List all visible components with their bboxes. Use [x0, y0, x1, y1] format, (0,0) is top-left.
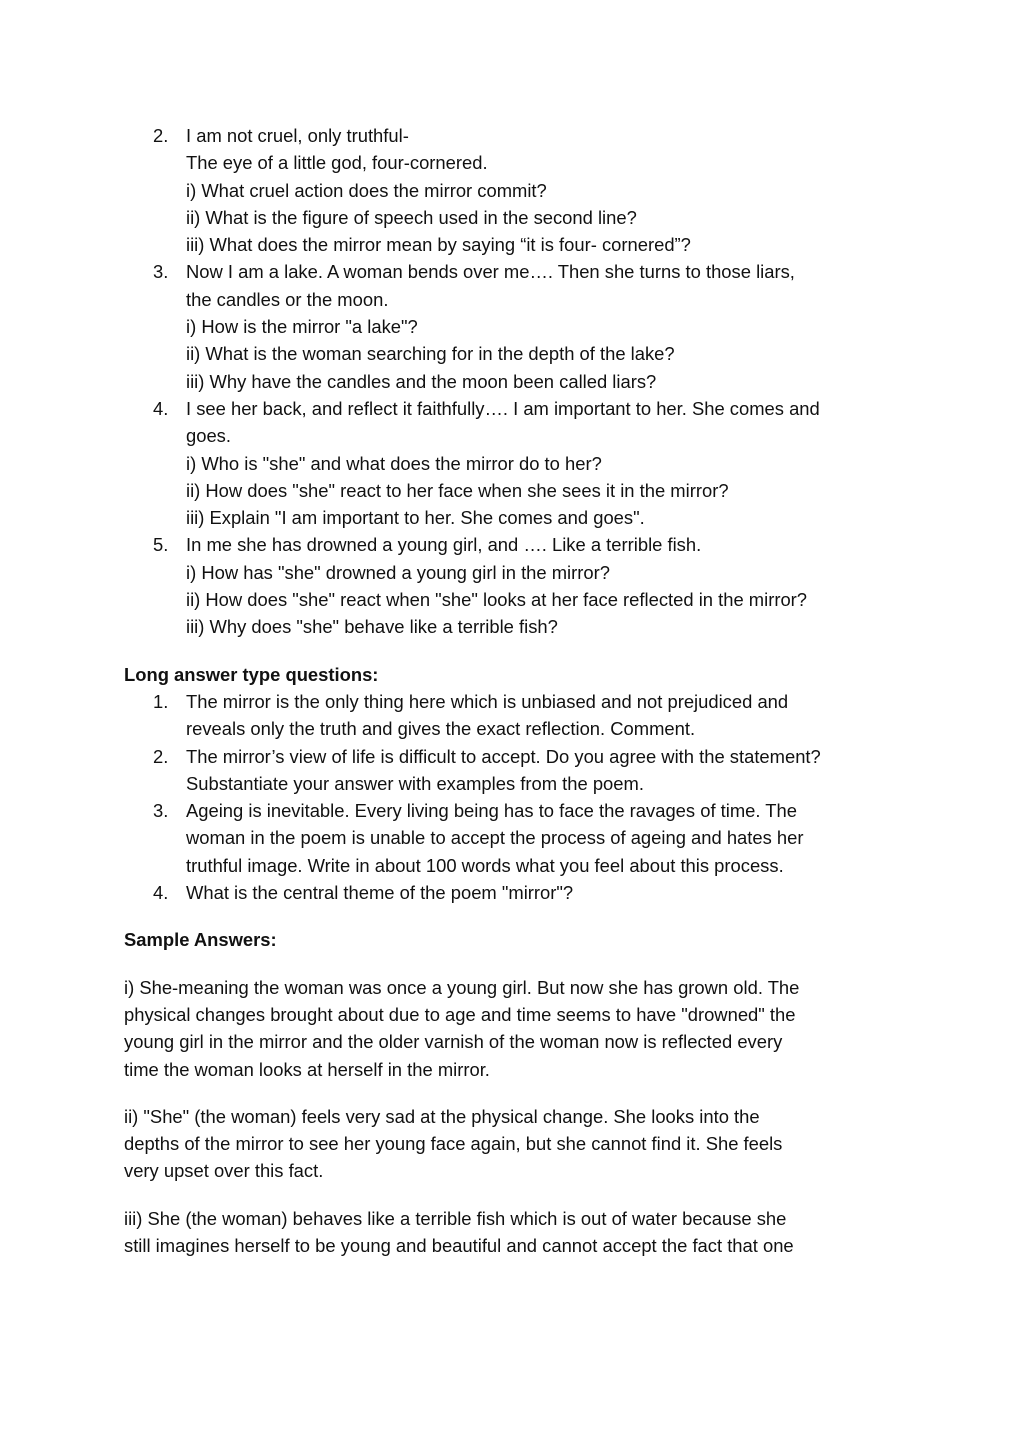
- question-line: I am not cruel, only truthful-: [186, 125, 409, 146]
- question-line: iii) Why have the candles and the moon been called liars?: [186, 370, 657, 392]
- question-line: i) How has "she" drowned a young girl in the mirror?: [186, 561, 610, 583]
- answer-paragraph: [124, 974, 914, 1083]
- question-number: 1.: [153, 690, 169, 712]
- question-line: i) Who is "she" and what does the mirror do to her?: [186, 452, 602, 474]
- question-line: Ageing is inevitable. Every living being has to face the ravages of time. The: [186, 800, 797, 822]
- long-question-list: [124, 688, 914, 906]
- answer-line: very upset over this fact.: [124, 1160, 324, 1182]
- list-item: [124, 395, 914, 531]
- question-line: I see her back, and reflect it faithfully…. I am important to her. She comes and: [186, 397, 820, 419]
- answer-line: young girl in the mirror and the older varnish of the woman now is reflected every: [124, 1031, 783, 1053]
- question-line: Substantiate your answer with examples from the poem.: [186, 772, 644, 794]
- answer-line: i) She-meaning the woman was once a young girl. But now she has grown old. The: [124, 976, 800, 998]
- question-line: iii) What does the mirror mean by saying “it is four- cornered”?: [186, 234, 691, 256]
- question-line: The mirror’s view of life is difficult to accept. Do you agree with the statement?: [186, 745, 821, 767]
- question-line: The mirror is the only thing here which is unbiased and not prejudiced and: [186, 690, 789, 712]
- question-number: 4.: [153, 882, 169, 904]
- question-line: In me she has drowned a young girl, and …. Like a terrible fish.: [186, 534, 702, 556]
- list-item: [124, 531, 914, 640]
- question-line: goes.: [186, 425, 231, 447]
- question-line: ii) How does "she" react to her face when she sees it in the mirror?: [186, 479, 729, 501]
- question-number: 2.: [153, 125, 169, 146]
- question-line: truthful image. Write in about 100 words what you feel about this process.: [186, 854, 784, 876]
- question-line: ii) What is the figure of speech used in the second line?: [186, 206, 637, 228]
- answer-line: depths of the mirror to see her young face again, but she cannot find it. She feels: [124, 1133, 783, 1155]
- long-answer-heading: Long answer type questions:: [124, 663, 379, 685]
- sample-answers: [124, 974, 914, 1260]
- answer-paragraph: [124, 1103, 914, 1185]
- question-number: 3.: [153, 800, 169, 822]
- list-item: [124, 743, 914, 798]
- question-number: 4.: [153, 397, 169, 419]
- list-item: [124, 258, 914, 394]
- question-line: woman in the poem is unable to accept the process of ageing and hates her: [186, 827, 804, 849]
- sample-answers-heading: Sample Answers:: [124, 929, 277, 951]
- question-line: What is the central theme of the poem "mirror"?: [186, 882, 574, 904]
- answer-line: time the woman looks at herself in the mirror.: [124, 1058, 490, 1080]
- document-page: [124, 122, 914, 1259]
- answer-line: still imagines herself to be young and beautiful and cannot accept the fact that one: [124, 1234, 794, 1256]
- answer-line: ii) "She" (the woman) feels very sad at the physical change. She looks into the: [124, 1105, 760, 1127]
- question-number: 2.: [153, 745, 169, 767]
- list-item: [124, 879, 914, 906]
- answer-paragraph: [124, 1205, 914, 1260]
- question-line: ii) How does "she" react when "she" looks at her face reflected in the mirror?: [186, 589, 808, 611]
- question-line: ii) What is the woman searching for in the depth of the lake?: [186, 343, 675, 365]
- short-question-list: [124, 122, 914, 641]
- question-line: Now I am a lake. A woman bends over me…. Then she turns to those liars,: [186, 261, 795, 283]
- question-line: iii) Why does "she" behave like a terrible fish?: [186, 616, 558, 638]
- answer-line: iii) She (the woman) behaves like a terrible fish which is out of water because she: [124, 1207, 787, 1229]
- answer-line: physical changes brought about due to age and time seems to have "drowned" the: [124, 1003, 796, 1025]
- list-item: [124, 688, 914, 743]
- question-line: iii) Explain "I am important to her. She comes and goes".: [186, 507, 645, 529]
- question-number: 5.: [153, 534, 169, 556]
- question-line: i) What cruel action does the mirror commit?: [186, 179, 547, 201]
- question-line: The eye of a little god, four-cornered.: [186, 152, 488, 174]
- question-number: 3.: [153, 261, 169, 283]
- list-item: [124, 797, 914, 879]
- list-item: [124, 122, 914, 258]
- question-line: reveals only the truth and gives the exact reflection. Comment.: [186, 718, 696, 740]
- question-line: i) How is the mirror "a lake"?: [186, 316, 418, 338]
- question-line: the candles or the moon.: [186, 288, 389, 310]
